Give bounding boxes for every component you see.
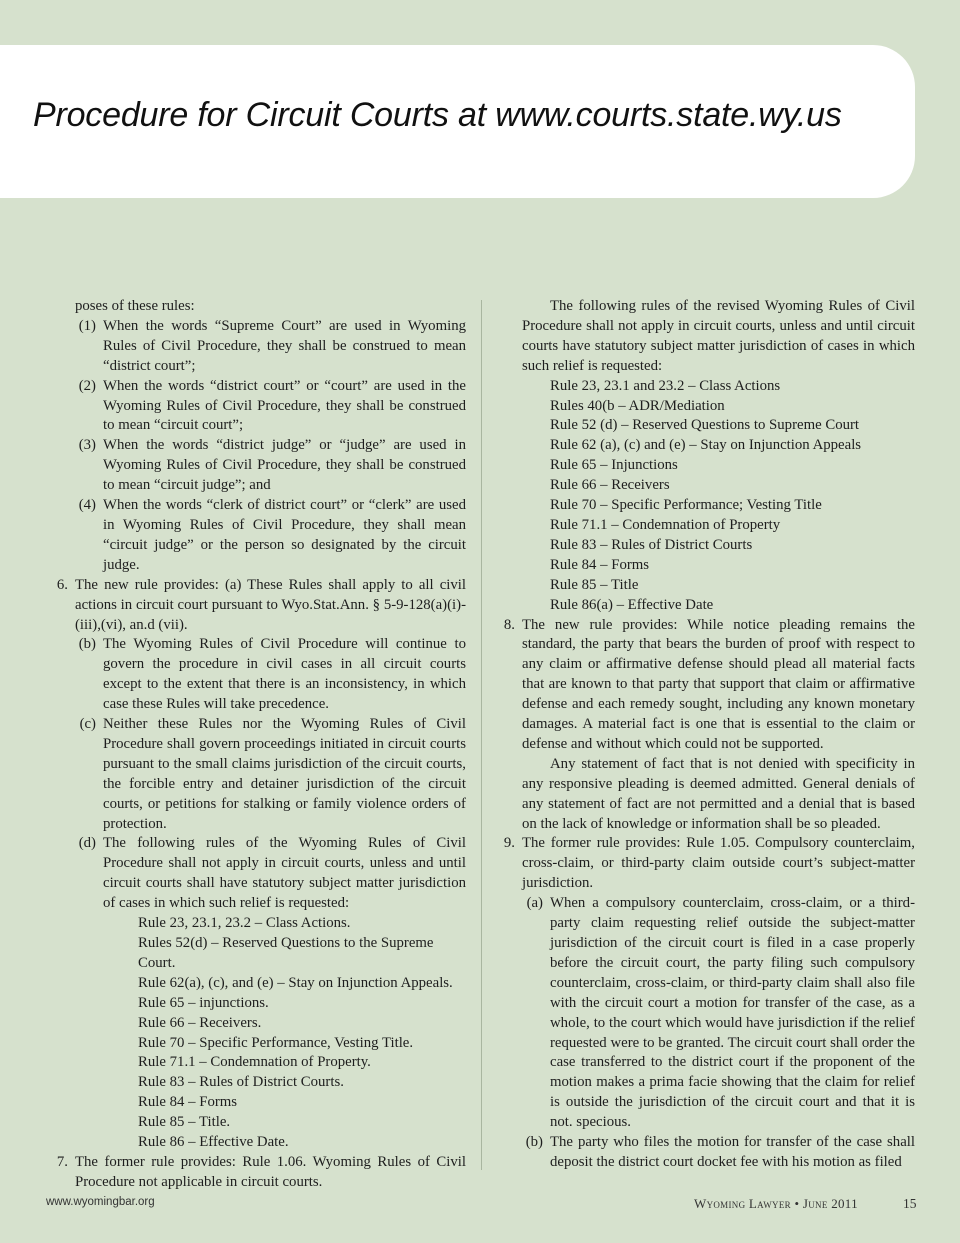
- rule-line: Rule 71.1 – Condemnation of Property: [550, 516, 781, 533]
- item-text: The former rule provides: Rule 1.05. Compulsory counterclaim, cross-claim, or third-party claim outside court’s subject-matter jurisdiction.: [522, 835, 915, 892]
- sub-item-b: [46, 635, 466, 715]
- column-divider: [481, 300, 482, 1170]
- list-text: When the words “district court” or “court” are used in the Wyoming Rules of Civil Procedure, they shall be construed to mean “circuit court”;: [103, 377, 466, 434]
- item-number: 7.: [56, 1153, 68, 1170]
- list-text: The following rules of the Wyoming Rules of Civil Procedure shall not apply in circuit courts, unless and until circuit courts shall have statutory subject matter jurisdiction of cases in which such relief is requested:: [103, 835, 466, 912]
- item-text: The new rule provides: (a) These Rules shall apply to all civil actions in circuit court pursuant to Wyo.Stat.Ann. § 5-9-128(a)(i)-(iii),(vi), an.d (vii).: [75, 576, 466, 633]
- rules-list: [493, 377, 915, 616]
- item-number: 6.: [56, 576, 68, 593]
- rule-line: Rule 86(a) – Effective Date: [550, 596, 714, 613]
- numbered-item-7: [46, 1153, 466, 1193]
- sub-item-c: [46, 715, 466, 834]
- rule-line: Rule 85 – Title: [550, 576, 639, 593]
- right-column: [493, 297, 915, 1173]
- list-number: (b): [525, 1134, 543, 1151]
- list-text: When the words “clerk of district court” or “clerk” are used in Wyoming Rules of Civil Procedure, they shall mean “circuit judge” or the person so designated by the circuit judge.: [103, 497, 466, 573]
- rule-line: Rule 70 – Specific Performance, Vesting Title.: [138, 1034, 414, 1051]
- item-text: The former rule provides: Rule 1.06. Wyoming Rules of Civil Procedure not applicable in circuit courts.: [75, 1153, 466, 1190]
- rule-line: Rule 23, 23.1 and 23.2 – Class Actions: [550, 377, 781, 394]
- sub-item-d: [46, 834, 466, 914]
- list-number: (d): [78, 835, 96, 852]
- page-number: 15: [903, 1196, 917, 1211]
- list-number: (c): [79, 716, 96, 733]
- list-item: [46, 317, 466, 377]
- rule-line: Rule 62 (a), (c) and (e) – Stay on Injunction Appeals: [550, 437, 862, 454]
- rule-line: Rule 23, 23.1, 23.2 – Class Actions.: [138, 915, 351, 932]
- rule-line: Rule 62(a), (c), and (e) – Stay on Injunction Appeals.: [138, 974, 453, 991]
- item-number: 9.: [503, 835, 515, 852]
- list-item: [46, 436, 466, 496]
- rule-line: Rule 52 (d) – Reserved Questions to Supreme Court: [550, 417, 860, 434]
- rule-line: Rule 66 – Receivers.: [138, 1014, 262, 1031]
- intro-text: poses of these rules:: [75, 298, 195, 314]
- rules-list: [46, 914, 466, 1153]
- list-number: (1): [78, 317, 96, 334]
- page-title: Procedure for Circuit Courts at www.courts.state.wy.us: [33, 96, 842, 134]
- list-number: (2): [78, 377, 96, 394]
- list-text: When the words “Supreme Court” are used in Wyoming Rules of Civil Procedure, they shall be construed to mean “district court”;: [103, 317, 466, 374]
- sub-item-b: [493, 1133, 915, 1173]
- rule-line: Rule 84 – Forms: [138, 1094, 238, 1111]
- list-number: (4): [78, 497, 96, 514]
- list-number: (a): [526, 895, 543, 912]
- list-number: (3): [78, 437, 96, 454]
- sub-item-a: [493, 894, 915, 1133]
- numbered-item-8: [493, 616, 915, 755]
- rule-line: Rules 40(b – ADR/Mediation: [550, 397, 725, 414]
- rule-line: Rule 86 – Effective Date.: [138, 1134, 289, 1151]
- numbered-item-9: [493, 834, 915, 894]
- list-text: The party who files the motion for transfer of the case shall deposit the district court docket fee with his motion as filed: [550, 1134, 915, 1170]
- numbered-item-6: [46, 576, 466, 636]
- item-8-paragraph-2: [493, 755, 915, 835]
- rule-line: Rule 70 – Specific Performance; Vesting Title: [550, 497, 822, 514]
- intro-paragraph: [493, 297, 915, 377]
- paragraph-text: Any statement of fact that is not denied with specificity in any responsive pleading is deemed admitted. General denials of any statement of fact are not permitted and a denial that is based on the lack of knowledge or information shall be so pleaded.: [522, 755, 915, 832]
- list-text: Neither these Rules nor the Wyoming Rules of Civil Procedure shall govern proceedings initiated in circuit courts pursuant to the small claims jurisdiction of the circuit courts, the forcible entry and detainer jurisdiction of the circuit courts, or petitions for stalking or family violence orders of protection.: [103, 716, 466, 832]
- left-column: [46, 297, 466, 1193]
- list-text: When a compulsory counterclaim, cross-claim, or a third-party claim requesting relief outside the subject-matter jurisdiction of the circuit court is filed in a case properly before the circuit court, the party filing such compulsory counterclaim, cross-claim, or third-party claim shall also file with the circuit court a motion for transfer of the case, as a whole, to the court which would have jurisdiction if the relief requested were to be granted. The circuit court shall order the case transferred to the district court if the proponent of the motion makes a prima facie showing that the claim for relief is outside the jurisdiction of the circuit court and that it is not. specious.: [550, 895, 915, 1131]
- rule-line: Rule 65 – Injunctions: [550, 457, 678, 474]
- list-item: [46, 377, 466, 437]
- footer-website: www.wyomingbar.org: [46, 1196, 155, 1208]
- rule-line: Rule 84 – Forms: [550, 556, 650, 573]
- rule-line: Rule 71.1 – Condemnation of Property.: [138, 1054, 371, 1071]
- footer-publication: Wyoming Lawyer • June 2011: [694, 1196, 858, 1211]
- list-text: The Wyoming Rules of Civil Procedure will continue to govern the procedure in civil cases in all circuit courts except to the extent that there is an inconsistency, in which case these Rules will take precedence.: [103, 636, 466, 713]
- list-number: (b): [78, 636, 96, 653]
- rule-line: Rule 83 – Rules of District Courts.: [138, 1074, 344, 1091]
- item-number: 8.: [503, 616, 515, 633]
- list-text: When the words “district judge” or “judge” are used in Wyoming Rules of Civil Procedure, they shall be construed to mean “circuit judge”; and: [103, 437, 466, 494]
- intro-text: The following rules of the revised Wyoming Rules of Civil Procedure shall not apply in circuit courts, unless and until circuit courts have statutory subject matter jurisdiction of cases in which such relief is requested:: [522, 298, 915, 374]
- rule-line: Rule 85 – Title.: [138, 1114, 231, 1131]
- item-text: The new rule provides: While notice pleading remains the standard, the party that bears the burden of proof with respect to any claim or affirmative defense should plead all material facts that are known to that party that support that claim or affirmative defense and each remedy sought, including any known monetary damages. A material fact is one that is essential to the claim or defense and without which could not be supported.: [522, 616, 915, 752]
- rule-line: Rule 65 – injunctions.: [138, 994, 269, 1011]
- rule-line: Rule 66 – Receivers: [550, 477, 670, 494]
- rule-line: Rule 83 – Rules of District Courts: [550, 536, 753, 553]
- list-item: [46, 496, 466, 576]
- rule-line: Rules 52(d) – Reserved Questions to the Supreme Court.: [138, 935, 434, 971]
